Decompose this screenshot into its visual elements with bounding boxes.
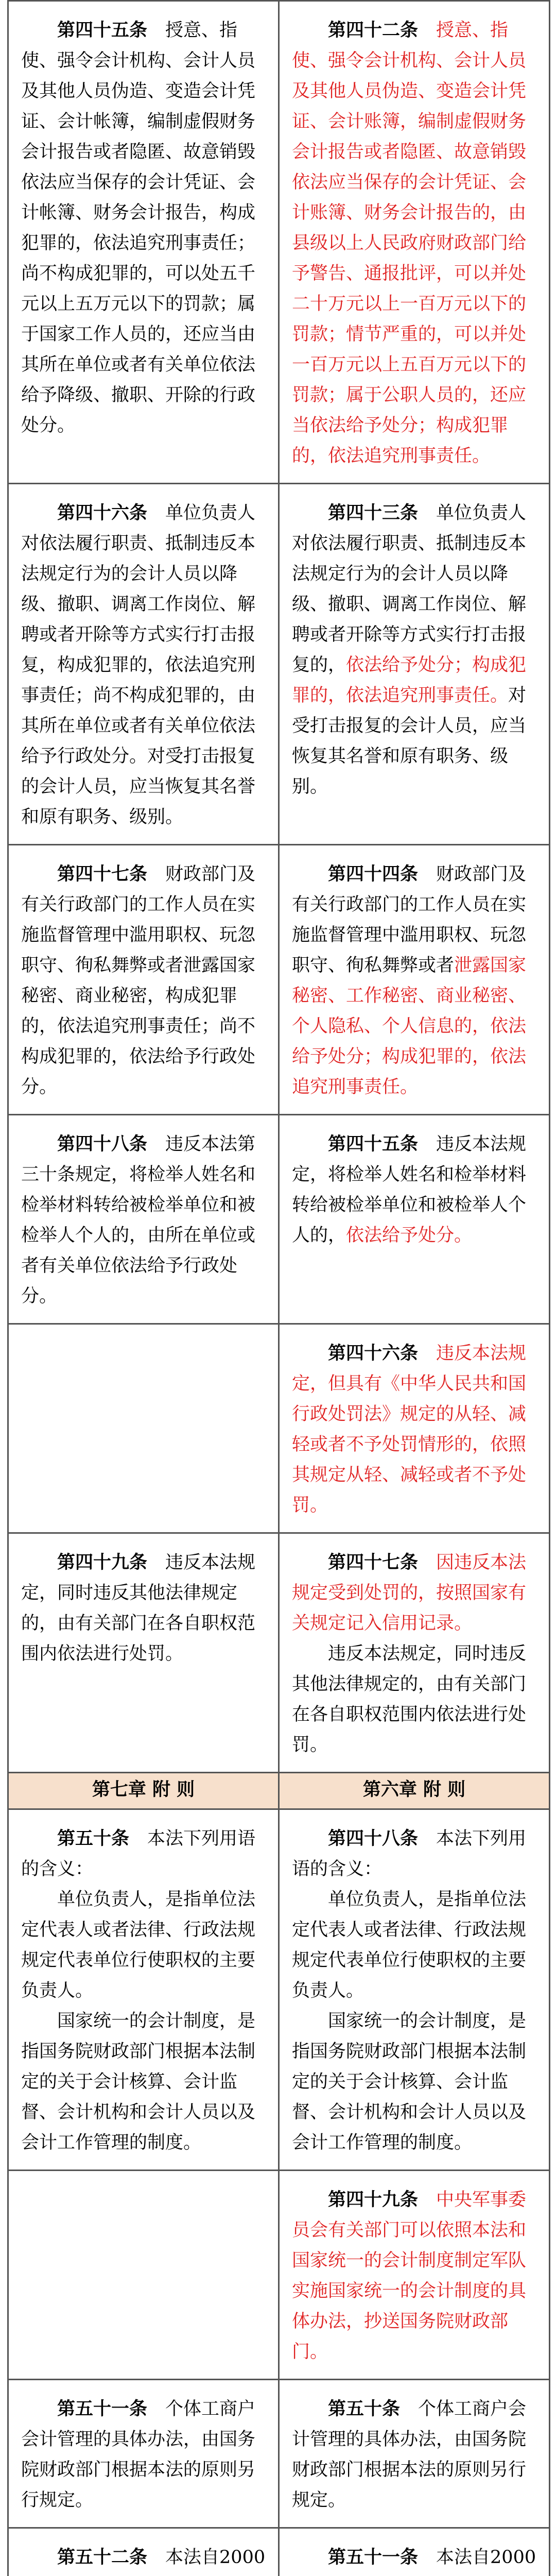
chapter-header-row (8, 1773, 550, 1809)
article-number: 第四十九条 (57, 1552, 147, 1573)
article-number: 第四十六条 (328, 1343, 418, 1364)
old-article-52 (8, 2528, 279, 2576)
table-row (8, 1533, 550, 1773)
table-row (8, 845, 550, 1115)
new-article-50 (279, 2380, 550, 2528)
table-row (8, 484, 550, 845)
new-article-49 (279, 2171, 550, 2380)
new-article-44 (279, 845, 550, 1115)
article-paragraph: 国家统一的会计制度，是指国务院财政部门根据本法制定的关于会计核算、会计监督、会计机构和会计人员以及会计工作管理的制度。 (292, 2006, 536, 2158)
new-article-48 (279, 1809, 550, 2171)
new-article-text: 因违反本法规定受到处罚的，按照国家有关规定记入信用记录。 (292, 1552, 526, 1634)
amended-text: 依法给予处分；构成犯罪的，依法追究刑事责任。 (292, 655, 526, 706)
article-text: 单位负责人对依法履行职责、抵制违反本法规定行为的会计人员以降级、撤职、调离工作岗位、解聘或者开除等方式实行打击报复的， (292, 503, 526, 675)
comparison-table (7, 0, 550, 2576)
amended-text: 泄露国家秘密、工作秘密、商业秘密、个人隐私、个人信息的，依法给予处分；构成犯罪的，依法追究刑事责任。 (292, 955, 526, 1097)
article-text-tail: 对受打击报复的会计人员，应当恢复其名誉和原有职务、级别。 (292, 685, 526, 797)
amended-text: 依法给予处分。 (346, 1225, 472, 1246)
article-number: 第四十四条 (328, 863, 418, 885)
article-number: 第五十一条 (328, 2547, 418, 2568)
old-article-46 (8, 484, 279, 845)
article-paragraph: 国家统一的会计制度，是指国务院财政部门根据本法制定的关于会计核算、会计监督、会计机构和会计人员以及会计工作管理的制度。 (21, 2006, 266, 2158)
article-text: 个体工商户会计管理的具体办法，由国务院财政部门根据本法的原则另行规定。 (21, 2399, 255, 2511)
article-number: 第四十三条 (328, 502, 418, 523)
article-text: 个体工商户会计管理的具体办法，由国务院财政部门根据本法的原则另行规定。 (292, 2399, 526, 2511)
article-number: 第四十五条 (328, 1133, 418, 1155)
article-number: 第四十七条 (57, 863, 147, 885)
new-article-43 (279, 484, 550, 845)
old-article-50 (8, 1809, 279, 2171)
article-text: 财政部门及有关行政部门的工作人员在实施监督管理中滥用职权、玩忽职守、徇私舞弊或者 (292, 864, 526, 976)
article-number: 第四十八条 (57, 1133, 147, 1155)
article-number: 第四十九条 (328, 2189, 418, 2210)
old-article-51 (8, 2380, 279, 2528)
new-article-42 (279, 1, 550, 484)
article-text: 单位负责人对依法履行职责、抵制违反本法规定行为的会计人员以降级、撤职、调离工作岗位、解聘或者开除等方式实行打击报复，构成犯罪的，依法追究刑事责任；尚不构成犯罪的，由其所在单位或者有关单位依法给予行政处分。对受打击报复的会计人员，应当恢复其名誉和原有职务、级别。 (21, 503, 255, 827)
table-row (8, 1809, 550, 2171)
old-chapter-title: 第七章 附 则 (8, 1773, 279, 1809)
amended-text: 授意、指使、强令会计机构、会计人员及其他人员伪造、变造会计凭证、会计账簿，编制虚假财务会计报告或者隐匿、故意销毁依法应当保存的会计凭证、会计账簿、财务会计报告的，由县级以上人民政府财政部门给予警告、通报批评，可以并处二十万元以上一百万元以下的罚款；情节严重的，可以并处一百万元以上五百万元以下的罚款；属于公职人员的，还应当依法给予处分；构成犯罪的，依法追究刑事责任。 (292, 20, 526, 466)
article-text: 违反本法规定，同时违反其他法律规定的，由有关部门在各自职权范围内依法进行处罚。 (21, 1552, 255, 1664)
new-article-text: 违反本法规定，但具有《中华人民共和国行政处罚法》规定的从轻、减轻或者不予处罚情形的，依照其规定从轻、减轻或者不予处罚。 (292, 1343, 526, 1516)
article-text: 本法下列用语的含义： (21, 1828, 255, 1879)
law-comparison (7, 0, 549, 2576)
article-number: 第四十六条 (57, 502, 147, 523)
old-article-49 (8, 1533, 279, 1773)
article-number: 第五十一条 (57, 2398, 147, 2419)
table-row (8, 1, 550, 484)
article-text: 财政部门及有关行政部门的工作人员在实施监督管理中滥用职权、玩忽职守、徇私舞弊或者泄露国家秘密、商业秘密，构成犯罪的，依法追究刑事责任；尚不构成犯罪的，依法给予行政处分。 (21, 864, 255, 1097)
table-row (8, 2171, 550, 2380)
old-article-47 (8, 845, 279, 1115)
new-article-47 (279, 1533, 550, 1773)
new-article-45 (279, 1115, 550, 1324)
new-article-51 (279, 2528, 550, 2576)
article-number: 第五十条 (57, 1828, 129, 1849)
article-text: 违反本法规定，将检举人姓名和检举材料转给被检举单位和被检举人个人的， (292, 1134, 526, 1246)
table-row (8, 2528, 550, 2576)
article-text: 授意、指使、强令会计机构、会计人员及其他人员伪造、变造会计凭证、会计帐簿，编制虚假财务会计报告或者隐匿、故意销毁依法应当保存的会计凭证、会计帐簿、财务会计报告，构成犯罪的，依法追究刑事责任；尚不构成犯罪的，可以处五千元以上五万元以下的罚款；属于国家工作人员的，还应当由其所在单位或者有关单位依法给予降级、撤职、开除的行政处分。 (21, 20, 255, 436)
old-article-48 (8, 1115, 279, 1324)
article-paragraph: 单位负责人，是指单位法定代表人或者法律、行政法规规定代表单位行使职权的主要负责人。 (292, 1885, 536, 2006)
article-text: 本法自2000 (292, 2547, 536, 2576)
article-paragraph: 违反本法规定，同时违反其他法律规定的，由有关部门在各自职权范围内依法进行处罚。 (292, 1639, 536, 1760)
article-number: 第五十条 (328, 2398, 400, 2419)
article-number: 第四十二条 (328, 20, 418, 41)
new-article-text: 中央军事委员会有关部门可以依照本法和国家统一的会计制度制定军队实施国家统一的会计制度的具体办法，抄送国务院财政部门。 (292, 2190, 526, 2362)
article-text: 本法自2000 (21, 2547, 265, 2576)
table-row (8, 1115, 550, 1324)
article-text: 违反本法第三十条规定，将检举人姓名和检举材料转给被检举单位和被检举人个人的，由所在单位或者有关单位依法给予行政处分。 (21, 1134, 255, 1307)
table-row (8, 1324, 550, 1533)
old-article-45 (8, 1, 279, 484)
article-number: 第四十七条 (328, 1552, 418, 1573)
new-article-46 (279, 1324, 550, 1533)
article-number: 第五十二条 (57, 2547, 147, 2568)
old-empty-cell (8, 1324, 279, 1533)
article-paragraph: 单位负责人，是指单位法定代表人或者法律、行政法规规定代表单位行使职权的主要负责人。 (21, 1885, 266, 2006)
article-number: 第四十五条 (57, 20, 147, 41)
article-number: 第四十八条 (328, 1828, 418, 1849)
old-empty-cell (8, 2171, 279, 2380)
article-text: 本法下列用语的含义： (292, 1828, 526, 1879)
new-chapter-title: 第六章 附 则 (279, 1773, 550, 1809)
table-row (8, 2380, 550, 2528)
